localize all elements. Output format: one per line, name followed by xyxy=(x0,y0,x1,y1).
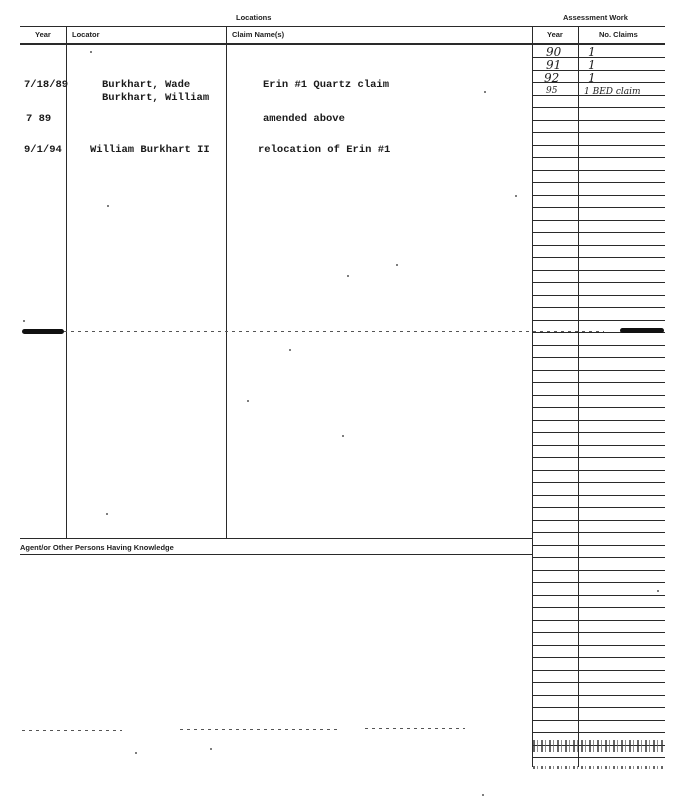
year-column-header: Year xyxy=(35,30,51,39)
aw-row-rule xyxy=(532,645,665,646)
aw-row-rule xyxy=(532,195,665,196)
aw-row-rule xyxy=(532,607,665,608)
speck xyxy=(515,195,517,197)
speck xyxy=(135,752,137,754)
aw-row-rule xyxy=(532,657,665,658)
entry-3-year: 7 89 xyxy=(26,113,52,125)
entry-4-year: 9/1/94 xyxy=(24,144,62,156)
aw-row-rule xyxy=(532,270,665,271)
scan-noise-strip xyxy=(533,766,665,769)
entry-3-claim: amended above xyxy=(263,113,345,125)
speck xyxy=(482,794,484,796)
aw-row-rule xyxy=(532,370,665,371)
locations-bottom-rule xyxy=(20,538,532,539)
locations-assessment-divider xyxy=(532,26,533,767)
assessment-work-header: Assessment Work xyxy=(563,13,628,22)
speck xyxy=(23,320,25,322)
aw-row-rule xyxy=(532,120,665,121)
aw-row-rule xyxy=(532,282,665,283)
aw-row-3-year: 92 xyxy=(544,71,560,85)
speck xyxy=(289,349,291,351)
aw-row-rule xyxy=(532,445,665,446)
header-bottom-rule xyxy=(20,43,665,45)
entry-1-year: 7/18/89 xyxy=(24,79,69,91)
aw-row-rule xyxy=(532,357,665,358)
aw-row-2-year: 91 xyxy=(546,58,562,72)
aw-row-rule xyxy=(532,482,665,483)
aw-row-rule xyxy=(532,307,665,308)
speck xyxy=(484,91,486,93)
left-marker-stroke xyxy=(22,329,64,334)
speck xyxy=(90,51,92,53)
aw-row-rule xyxy=(532,132,665,133)
aw-row-rule xyxy=(532,395,665,396)
locations-header: Locations xyxy=(236,13,272,22)
aw-row-rule xyxy=(532,145,665,146)
bottom-artifact-line-3 xyxy=(365,728,465,729)
locator-column-header: Locator xyxy=(72,30,100,39)
aw-row-rule xyxy=(532,632,665,633)
aw-row-rule xyxy=(532,545,665,546)
aw-row-2-claims: 1 xyxy=(588,58,596,72)
aw-row-rule xyxy=(532,682,665,683)
year-locator-divider xyxy=(66,26,67,538)
aw-row-1-claims: 1 xyxy=(588,45,596,59)
aw-row-1-year: 90 xyxy=(546,45,562,59)
aw-row-rule xyxy=(532,407,665,408)
aw-row-4-claims: 1 BED claim xyxy=(584,87,641,97)
entry-2-locator: Burkhart, William xyxy=(102,92,210,104)
aw-row-rule xyxy=(532,732,665,733)
aw-row-rule xyxy=(532,695,665,696)
aw-row-rule xyxy=(532,220,665,221)
aw-row-rule xyxy=(532,582,665,583)
speck xyxy=(210,748,212,750)
aw-row-rule xyxy=(532,670,665,671)
aw-row-rule xyxy=(532,257,665,258)
aw-row-rule xyxy=(532,595,665,596)
bottom-artifact-line-1 xyxy=(22,730,122,731)
aw-row-rule xyxy=(532,707,665,708)
locator-claim-divider xyxy=(226,26,227,538)
entry-1-locator: Burkhart, Wade xyxy=(102,79,191,91)
bottom-artifact-line-2 xyxy=(180,729,340,730)
aw-row-rule xyxy=(532,507,665,508)
speck xyxy=(347,275,349,277)
aw-row-rule xyxy=(532,157,665,158)
aw-row-rule xyxy=(532,520,665,521)
agent-rule xyxy=(20,554,532,555)
speck xyxy=(247,400,249,402)
aw-row-rule xyxy=(532,757,665,758)
aw-row-rule xyxy=(532,470,665,471)
aw-row-rule xyxy=(532,420,665,421)
speck xyxy=(342,435,344,437)
aw-row-rule xyxy=(532,295,665,296)
aw-row-rule xyxy=(532,382,665,383)
aw-row-rule xyxy=(532,495,665,496)
aw-row-rule xyxy=(532,345,665,346)
aw-row-rule xyxy=(532,170,665,171)
aw-row-rule xyxy=(532,432,665,433)
aw-row-4-year: 95 xyxy=(546,86,558,96)
scan-noise-block xyxy=(533,740,665,752)
claim-names-column-header: Claim Name(s) xyxy=(232,30,285,39)
aw-row-rule xyxy=(532,320,665,321)
right-marker-stroke xyxy=(620,328,664,333)
aw-row-rule xyxy=(532,232,665,233)
speck xyxy=(657,590,659,592)
aw-row-rule xyxy=(532,570,665,571)
aw-row-rule xyxy=(532,245,665,246)
aw-row-rule xyxy=(532,720,665,721)
aw-year-column-header: Year xyxy=(547,30,563,39)
aw-row-rule xyxy=(532,557,665,558)
aw-row-rule xyxy=(532,532,665,533)
aw-row-rule xyxy=(532,182,665,183)
aw-row-rule xyxy=(532,457,665,458)
agent-label: Agent/or Other Persons Having Knowledge xyxy=(20,543,174,552)
aw-row-rule xyxy=(532,107,665,108)
entry-4-locator: William Burkhart II xyxy=(90,144,210,156)
mid-dashed-line xyxy=(64,331,604,332)
aw-year-claims-divider xyxy=(578,26,579,767)
speck xyxy=(107,205,109,207)
aw-row-rule xyxy=(532,207,665,208)
aw-claims-column-header: No. Claims xyxy=(599,30,638,39)
speck xyxy=(106,513,108,515)
aw-row-rule xyxy=(532,620,665,621)
header-top-rule xyxy=(20,26,665,27)
speck xyxy=(396,264,398,266)
entry-4-claim: relocation of Erin #1 xyxy=(258,144,391,156)
aw-row-3-claims: 1 xyxy=(588,71,596,85)
entry-1-claim: Erin #1 Quartz claim xyxy=(263,79,390,91)
